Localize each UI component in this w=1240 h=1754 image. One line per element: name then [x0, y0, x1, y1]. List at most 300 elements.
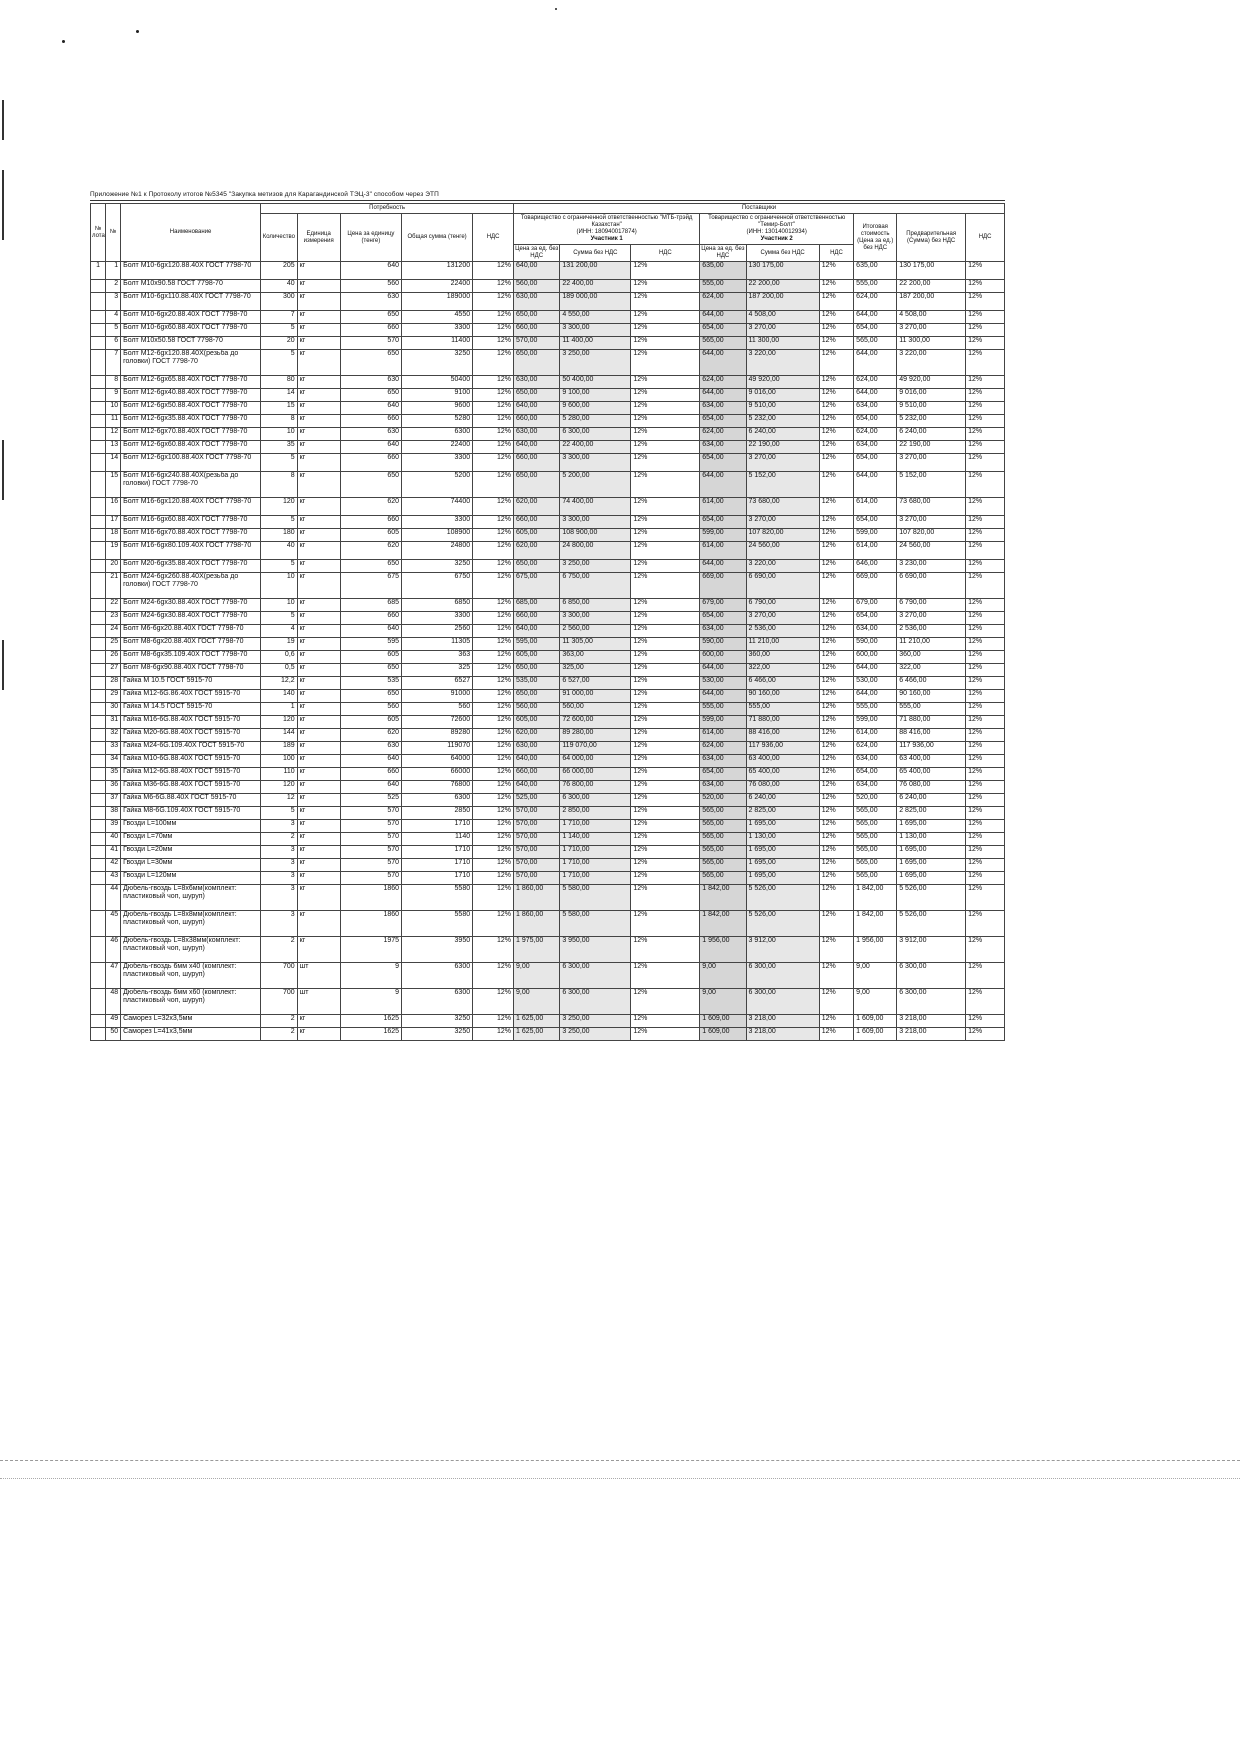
item-name: Болт М24-6gх30.88.40Х ГОСТ 7798-70 [121, 612, 261, 625]
supplier-1-sum: 3 950,00 [560, 937, 631, 963]
quantity: 40 [261, 542, 298, 560]
supplier-2-vat: 12% [819, 677, 853, 690]
supplier-2-sum: 11 300,00 [746, 337, 819, 350]
supplier-1-vat: 12% [631, 651, 700, 664]
unit: кг [297, 599, 340, 612]
quantity: 3 [261, 911, 298, 937]
lot-number [91, 1015, 106, 1028]
supplier-1-vat: 12% [631, 428, 700, 441]
supplier-1-vat: 12% [631, 1015, 700, 1028]
row-number: 49 [106, 1015, 121, 1028]
supplier-2-vat: 12% [819, 703, 853, 716]
supplier-1-price: 660,00 [514, 516, 560, 529]
unit-price: 640 [340, 402, 401, 415]
total-amount: 22400 [402, 280, 473, 293]
supplier-2-price: 654,00 [700, 454, 746, 472]
row-number: 27 [106, 664, 121, 677]
table-row [91, 1015, 1005, 1028]
lot-number [91, 664, 106, 677]
unit-price: 1625 [340, 1028, 401, 1041]
unit: кг [297, 807, 340, 820]
scan-bottom-noise [0, 1478, 1240, 1481]
unit-price: 630 [340, 293, 401, 311]
final-price: 9,00 [854, 989, 897, 1015]
header-s2-price: Цена за ед. без НДС [700, 245, 746, 262]
supplier-1-vat: 12% [631, 716, 700, 729]
supplier-2-price: 9,00 [700, 963, 746, 989]
unit: кг [297, 872, 340, 885]
lot-number [91, 872, 106, 885]
final-vat: 12% [966, 402, 1005, 415]
supplier-1-sum: 74 400,00 [560, 498, 631, 516]
final-price: 565,00 [854, 807, 897, 820]
row-number: 7 [106, 350, 121, 376]
final-sum: 2 536,00 [897, 625, 966, 638]
supplier-1-sum: 560,00 [560, 703, 631, 716]
final-price: 654,00 [854, 516, 897, 529]
total-amount: 89280 [402, 729, 473, 742]
total-amount: 66000 [402, 768, 473, 781]
final-sum: 6 240,00 [897, 794, 966, 807]
final-sum: 65 400,00 [897, 768, 966, 781]
unit: кг [297, 638, 340, 651]
unit: кг [297, 280, 340, 293]
vat-rate: 12% [473, 599, 514, 612]
final-sum: 6 466,00 [897, 677, 966, 690]
final-sum: 3 270,00 [897, 324, 966, 337]
supplier-2-vat: 12% [819, 337, 853, 350]
quantity: 5 [261, 560, 298, 573]
total-amount: 3300 [402, 454, 473, 472]
supplier-1-sum: 6 750,00 [560, 573, 631, 599]
supplier-2-price: 624,00 [700, 742, 746, 755]
unit-price: 560 [340, 703, 401, 716]
supplier-1-price: 620,00 [514, 542, 560, 560]
lot-number [91, 573, 106, 599]
table-row [91, 872, 1005, 885]
table-row [91, 690, 1005, 703]
final-sum: 555,00 [897, 703, 966, 716]
table-row [91, 311, 1005, 324]
final-price: 644,00 [854, 690, 897, 703]
total-amount: 5280 [402, 415, 473, 428]
header-supplier-1 [514, 214, 700, 245]
supplier-2-price: 1 842,00 [700, 911, 746, 937]
supplier-1-price: 1 860,00 [514, 911, 560, 937]
scan-speck [62, 40, 65, 43]
final-price: 624,00 [854, 742, 897, 755]
supplier-1-price: 605,00 [514, 716, 560, 729]
table-row [91, 885, 1005, 911]
quantity: 5 [261, 516, 298, 529]
supplier-2-price: 614,00 [700, 542, 746, 560]
row-number: 4 [106, 311, 121, 324]
supplier-1-vat: 12% [631, 846, 700, 859]
unit: кг [297, 516, 340, 529]
header-unit-price: Цена за единицу (тенге) [340, 214, 401, 262]
lot-number [91, 350, 106, 376]
supplier-2-vat: 12% [819, 612, 853, 625]
supplier-2-sum: 6 240,00 [746, 428, 819, 441]
final-vat: 12% [966, 542, 1005, 560]
supplier-1-price: 630,00 [514, 293, 560, 311]
final-sum: 3 220,00 [897, 350, 966, 376]
supplier-1-price: 650,00 [514, 350, 560, 376]
unit-price: 570 [340, 859, 401, 872]
unit-price: 640 [340, 441, 401, 454]
item-name: Болт М12-6gх70.88.40Х ГОСТ 7798-70 [121, 428, 261, 441]
supplier-2-price: 644,00 [700, 389, 746, 402]
final-sum: 107 820,00 [897, 529, 966, 542]
final-vat: 12% [966, 716, 1005, 729]
header-unit: Единица измерения [297, 214, 340, 262]
supplier-1-vat: 12% [631, 262, 700, 280]
quantity: 5 [261, 807, 298, 820]
scan-margin-line [2, 170, 4, 240]
row-number: 24 [106, 625, 121, 638]
unit: кг [297, 742, 340, 755]
final-sum: 3 270,00 [897, 454, 966, 472]
table-row [91, 820, 1005, 833]
final-price: 565,00 [854, 833, 897, 846]
quantity: 3 [261, 846, 298, 859]
row-number: 45 [106, 911, 121, 937]
total-amount: 131200 [402, 262, 473, 280]
final-sum: 6 690,00 [897, 573, 966, 599]
unit-price: 605 [340, 529, 401, 542]
unit: кг [297, 441, 340, 454]
final-price: 1 956,00 [854, 937, 897, 963]
total-amount: 3950 [402, 937, 473, 963]
item-name: Саморез L=41х3,5мм [121, 1028, 261, 1041]
final-sum: 22 200,00 [897, 280, 966, 293]
final-vat: 12% [966, 768, 1005, 781]
unit-price: 640 [340, 262, 401, 280]
total-amount: 2560 [402, 625, 473, 638]
supplier-1-sum: 11 305,00 [560, 638, 631, 651]
unit-price: 650 [340, 560, 401, 573]
total-amount: 22400 [402, 441, 473, 454]
quantity: 140 [261, 690, 298, 703]
lot-number [91, 820, 106, 833]
quantity: 80 [261, 376, 298, 389]
item-name: Болт М12-6gх50.88.40Х ГОСТ 7798-70 [121, 402, 261, 415]
supplier-1-price: 650,00 [514, 690, 560, 703]
supplier-1-vat: 12% [631, 703, 700, 716]
supplier-2-sum: 9 510,00 [746, 402, 819, 415]
item-name: Болт М10-6gх60.88.40Х ГОСТ 7798-70 [121, 324, 261, 337]
supplier-1-price: 630,00 [514, 428, 560, 441]
total-amount: 5200 [402, 472, 473, 498]
quantity: 3 [261, 859, 298, 872]
supplier-1-price: 1 625,00 [514, 1015, 560, 1028]
unit: кг [297, 716, 340, 729]
final-sum: 360,00 [897, 651, 966, 664]
table-row [91, 1028, 1005, 1041]
header-final-sum: Предварительная (Сумма) без НДС [897, 214, 966, 262]
unit: кг [297, 755, 340, 768]
total-amount: 72600 [402, 716, 473, 729]
final-price: 1 842,00 [854, 911, 897, 937]
supplier-1-price: 640,00 [514, 781, 560, 794]
supplier-1-price: 660,00 [514, 324, 560, 337]
supplier-1-sum: 24 800,00 [560, 542, 631, 560]
total-amount: 1710 [402, 859, 473, 872]
unit: кг [297, 911, 340, 937]
item-name: Болт М10-6gх20.88.40Х ГОСТ 7798-70 [121, 311, 261, 324]
row-number: 14 [106, 454, 121, 472]
supplier-2-price: 624,00 [700, 376, 746, 389]
supplier-2-sum: 3 218,00 [746, 1015, 819, 1028]
final-sum: 3 270,00 [897, 516, 966, 529]
item-name: Болт М12-6gх120.88.40Х(резьба до головки) ГОСТ 7798-70 [121, 350, 261, 376]
unit: шт [297, 989, 340, 1015]
vat-rate: 12% [473, 625, 514, 638]
final-price: 530,00 [854, 677, 897, 690]
final-sum: 63 400,00 [897, 755, 966, 768]
supplier-2-price: 644,00 [700, 560, 746, 573]
unit-price: 570 [340, 807, 401, 820]
final-sum: 22 190,00 [897, 441, 966, 454]
vat-rate: 12% [473, 781, 514, 794]
final-price: 565,00 [854, 846, 897, 859]
supplier-2-vat: 12% [819, 1028, 853, 1041]
supplier-1-vat: 12% [631, 415, 700, 428]
item-name: Дюбель-гвоздь L=8х38мм(комплект: пластиковый чоп, шуруп) [121, 937, 261, 963]
total-amount: 76800 [402, 781, 473, 794]
header-vat: НДС [473, 214, 514, 262]
supplier-1-price: 605,00 [514, 651, 560, 664]
final-vat: 12% [966, 664, 1005, 677]
final-sum: 1 695,00 [897, 859, 966, 872]
supplier-1-vat: 12% [631, 911, 700, 937]
final-sum: 4 508,00 [897, 311, 966, 324]
unit: кг [297, 885, 340, 911]
supplier-2-sum: 130 175,00 [746, 262, 819, 280]
supplier-2-vat: 12% [819, 872, 853, 885]
final-sum: 71 880,00 [897, 716, 966, 729]
supplier-1-sum: 3 300,00 [560, 516, 631, 529]
lot-number [91, 833, 106, 846]
total-amount: 74400 [402, 498, 473, 516]
supplier-2-price: 634,00 [700, 441, 746, 454]
supplier-2-sum: 5 152,00 [746, 472, 819, 498]
supplier-1-vat: 12% [631, 529, 700, 542]
final-vat: 12% [966, 529, 1005, 542]
row-number: 33 [106, 742, 121, 755]
supplier-1-vat: 12% [631, 872, 700, 885]
table-row [91, 560, 1005, 573]
supplier-1-price: 570,00 [514, 820, 560, 833]
final-vat: 12% [966, 651, 1005, 664]
total-amount: 3300 [402, 324, 473, 337]
item-name: Болт М10х50.58 ГОСТ 7798-70 [121, 337, 261, 350]
unit-price: 650 [340, 311, 401, 324]
row-number: 50 [106, 1028, 121, 1041]
supplier-2-price: 644,00 [700, 664, 746, 677]
final-sum: 24 560,00 [897, 542, 966, 560]
quantity: 3 [261, 885, 298, 911]
scan-bottom-noise [0, 1460, 1240, 1463]
table-row [91, 716, 1005, 729]
item-name: Гайка М 10.5 ГОСТ 5915-70 [121, 677, 261, 690]
supplier-2-sum: 63 400,00 [746, 755, 819, 768]
final-vat: 12% [966, 989, 1005, 1015]
final-sum: 6 300,00 [897, 963, 966, 989]
unit: кг [297, 262, 340, 280]
final-price: 565,00 [854, 872, 897, 885]
table-row [91, 755, 1005, 768]
supplier-1-vat: 12% [631, 293, 700, 311]
vat-rate: 12% [473, 742, 514, 755]
unit-price: 630 [340, 742, 401, 755]
final-price: 555,00 [854, 703, 897, 716]
table-row [91, 529, 1005, 542]
lot-number [91, 337, 106, 350]
final-vat: 12% [966, 911, 1005, 937]
final-sum: 322,00 [897, 664, 966, 677]
quantity: 8 [261, 472, 298, 498]
item-name: Гайка М12-6G.88.40Х ГОСТ 5915-70 [121, 768, 261, 781]
supplier-2-price: 565,00 [700, 859, 746, 872]
supplier-1-vat: 12% [631, 324, 700, 337]
final-vat: 12% [966, 885, 1005, 911]
quantity: 19 [261, 638, 298, 651]
supplier-1-sum: 1 710,00 [560, 872, 631, 885]
supplier-2-price: 614,00 [700, 498, 746, 516]
unit: кг [297, 781, 340, 794]
row-number: 11 [106, 415, 121, 428]
supplier-1-vat: 12% [631, 402, 700, 415]
final-sum: 88 416,00 [897, 729, 966, 742]
supplier-1-price: 650,00 [514, 664, 560, 677]
supplier-1-sum: 6 300,00 [560, 428, 631, 441]
unit-price: 1975 [340, 937, 401, 963]
total-amount: 91000 [402, 690, 473, 703]
final-vat: 12% [966, 625, 1005, 638]
supplier-2-sum: 3 220,00 [746, 560, 819, 573]
lot-number [91, 690, 106, 703]
final-sum: 11 210,00 [897, 638, 966, 651]
vat-rate: 12% [473, 428, 514, 441]
row-number: 19 [106, 542, 121, 560]
quantity: 2 [261, 1028, 298, 1041]
unit-price: 660 [340, 415, 401, 428]
item-name: Болт М8-6gх20.88.40Х ГОСТ 7798-70 [121, 638, 261, 651]
unit-price: 640 [340, 781, 401, 794]
unit-price: 570 [340, 833, 401, 846]
item-name: Гайка М10-6G.88.40Х ГОСТ 5915-70 [121, 755, 261, 768]
header-row-1 [91, 204, 1005, 214]
row-number: 35 [106, 768, 121, 781]
row-number: 41 [106, 846, 121, 859]
supplier-1-vat: 12% [631, 807, 700, 820]
final-vat: 12% [966, 1015, 1005, 1028]
row-number: 12 [106, 428, 121, 441]
supplier-2-sum: 2 536,00 [746, 625, 819, 638]
supplier-2-sum: 1 695,00 [746, 820, 819, 833]
supplier-1-bin: (ИНН: 180940017874) [576, 229, 637, 235]
quantity: 20 [261, 337, 298, 350]
lot-number [91, 402, 106, 415]
vat-rate: 12% [473, 293, 514, 311]
supplier-1-vat: 12% [631, 337, 700, 350]
unit: кг [297, 350, 340, 376]
unit: кг [297, 311, 340, 324]
final-vat: 12% [966, 389, 1005, 402]
lot-number [91, 454, 106, 472]
lot-number: 1 [91, 262, 106, 280]
supplier-2-vat: 12% [819, 542, 853, 560]
total-amount: 6300 [402, 794, 473, 807]
supplier-2-price: 1 956,00 [700, 937, 746, 963]
quantity: 8 [261, 415, 298, 428]
final-price: 635,00 [854, 262, 897, 280]
scan-margin-line [2, 440, 4, 500]
item-name: Болт М16-6gх240.88.40Х(резьба до головки) ГОСТ 7798-70 [121, 472, 261, 498]
header-suppliers: Поставщики [514, 204, 1005, 214]
unit-price: 605 [340, 716, 401, 729]
unit-price: 650 [340, 472, 401, 498]
supplier-2-vat: 12% [819, 859, 853, 872]
quantity: 7 [261, 311, 298, 324]
table-row [91, 472, 1005, 498]
table-row [91, 638, 1005, 651]
row-number: 32 [106, 729, 121, 742]
row-number: 2 [106, 280, 121, 293]
table-row [91, 833, 1005, 846]
supplier-1-vat: 12% [631, 638, 700, 651]
unit-price: 570 [340, 820, 401, 833]
supplier-1-price: 620,00 [514, 729, 560, 742]
unit-price: 650 [340, 664, 401, 677]
supplier-2-sum: 5 526,00 [746, 911, 819, 937]
supplier-2-vat: 12% [819, 768, 853, 781]
supplier-2-sum: 6 690,00 [746, 573, 819, 599]
final-price: 599,00 [854, 716, 897, 729]
row-number: 15 [106, 472, 121, 498]
supplier-2-sum: 1 695,00 [746, 846, 819, 859]
row-number: 30 [106, 703, 121, 716]
supplier-1-vat: 12% [631, 376, 700, 389]
vat-rate: 12% [473, 872, 514, 885]
total-amount: 5580 [402, 885, 473, 911]
supplier-1-sum: 363,00 [560, 651, 631, 664]
unit: кг [297, 677, 340, 690]
item-name: Гайка М16-6G.88.40Х ГОСТ 5915-70 [121, 716, 261, 729]
supplier-1-sum: 5 200,00 [560, 472, 631, 498]
supplier-1-vat: 12% [631, 599, 700, 612]
supplier-1-sum: 3 300,00 [560, 454, 631, 472]
supplier-2-price: 644,00 [700, 472, 746, 498]
supplier-2-sum: 65 400,00 [746, 768, 819, 781]
total-amount: 11400 [402, 337, 473, 350]
header-name: Наименование [121, 204, 261, 262]
final-vat: 12% [966, 755, 1005, 768]
final-price: 600,00 [854, 651, 897, 664]
unit: кг [297, 794, 340, 807]
unit-price: 1625 [340, 1015, 401, 1028]
supplier-2-vat: 12% [819, 820, 853, 833]
total-amount: 24800 [402, 542, 473, 560]
final-price: 644,00 [854, 664, 897, 677]
supplier-2-vat: 12% [819, 262, 853, 280]
unit-price: 685 [340, 599, 401, 612]
supplier-1-price: 595,00 [514, 638, 560, 651]
supplier-1-vat: 12% [631, 573, 700, 599]
lot-number [91, 472, 106, 498]
unit-price: 675 [340, 573, 401, 599]
